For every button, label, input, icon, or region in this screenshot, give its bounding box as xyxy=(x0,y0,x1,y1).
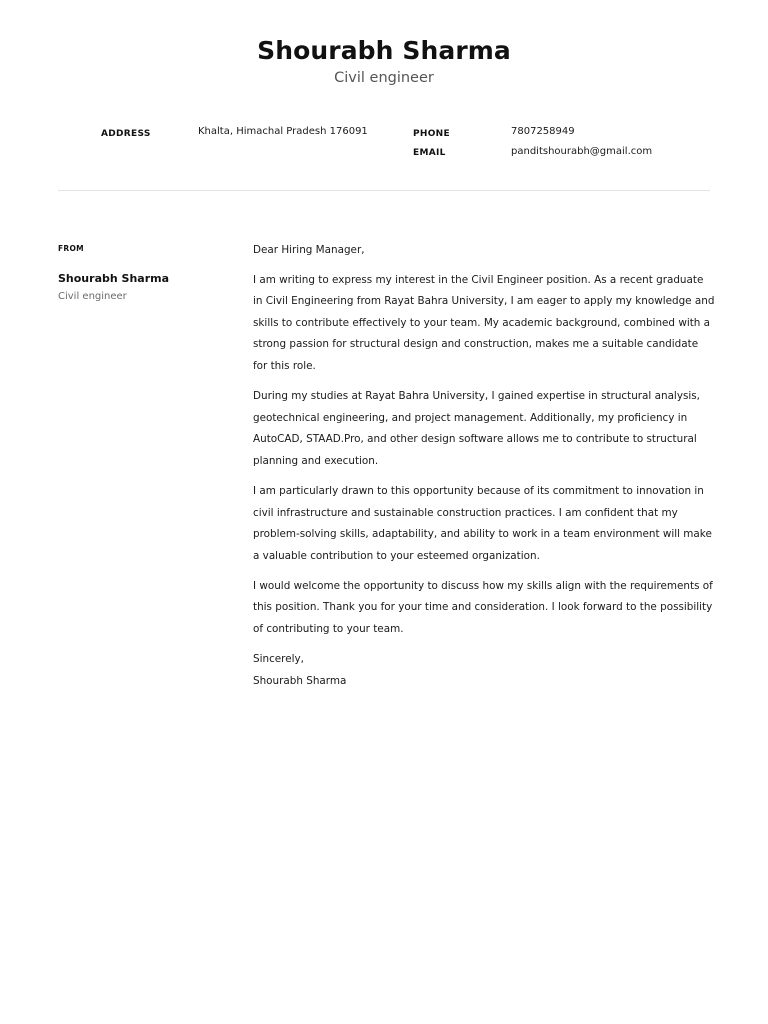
header-divider xyxy=(58,190,710,191)
letter-greeting: Dear Hiring Manager, xyxy=(253,244,365,256)
address-value: Khalta, Himachal Pradesh 176091 xyxy=(198,126,368,137)
letter-paragraph: I am writing to express my interest in the Civil Engineer position. As a recent graduate in Civil Engineering from Rayat Bahra University, I am eager to apply my knowledge and skills to contribute effectively to your team. My academic background, combined with a strong passion for structural design and construction, makes me a suitable candidate for this role. xyxy=(253,273,715,372)
letter-closing: Sincerely, xyxy=(253,653,304,666)
phone-value: 7807258949 xyxy=(511,126,575,137)
letter-body xyxy=(253,240,715,692)
applicant-role: Civil engineer xyxy=(334,70,434,86)
email-label: EMAIL xyxy=(413,148,446,158)
letter-paragraph: During my studies at Rayat Bahra University, I gained expertise in structural analysis, geotechnical engineering, and project management. Additionally, my proficiency in AutoCAD, STAAD.Pro, and other design software allows me to contribute to structural planning and execution. xyxy=(253,390,700,467)
letter-paragraph: I am particularly drawn to this opportunity because of its commitment to innovation in civil infrastructure and sustainable construction practices. I am confident that my problem-solving skills, adaptability, and ability to work in a team environment will make a valuable contribution to your esteemed organization. xyxy=(253,484,712,562)
applicant-name: Shourabh Sharma xyxy=(257,36,511,65)
letter-signature: Shourabh Sharma xyxy=(253,674,347,687)
from-label: FROM xyxy=(58,244,84,253)
address-label: ADDRESS xyxy=(101,129,151,139)
sender-name: Shourabh Sharma xyxy=(58,272,170,285)
phone-label: PHONE xyxy=(413,129,450,139)
sender-role: Civil engineer xyxy=(58,291,127,302)
letter-paragraph: I would welcome the opportunity to discuss how my skills align with the requirements of this position. Thank you for your time and consideration. I look forward to the possibility of contributing to your team. xyxy=(253,579,713,635)
email-value: panditshourabh@gmail.com xyxy=(511,146,653,157)
